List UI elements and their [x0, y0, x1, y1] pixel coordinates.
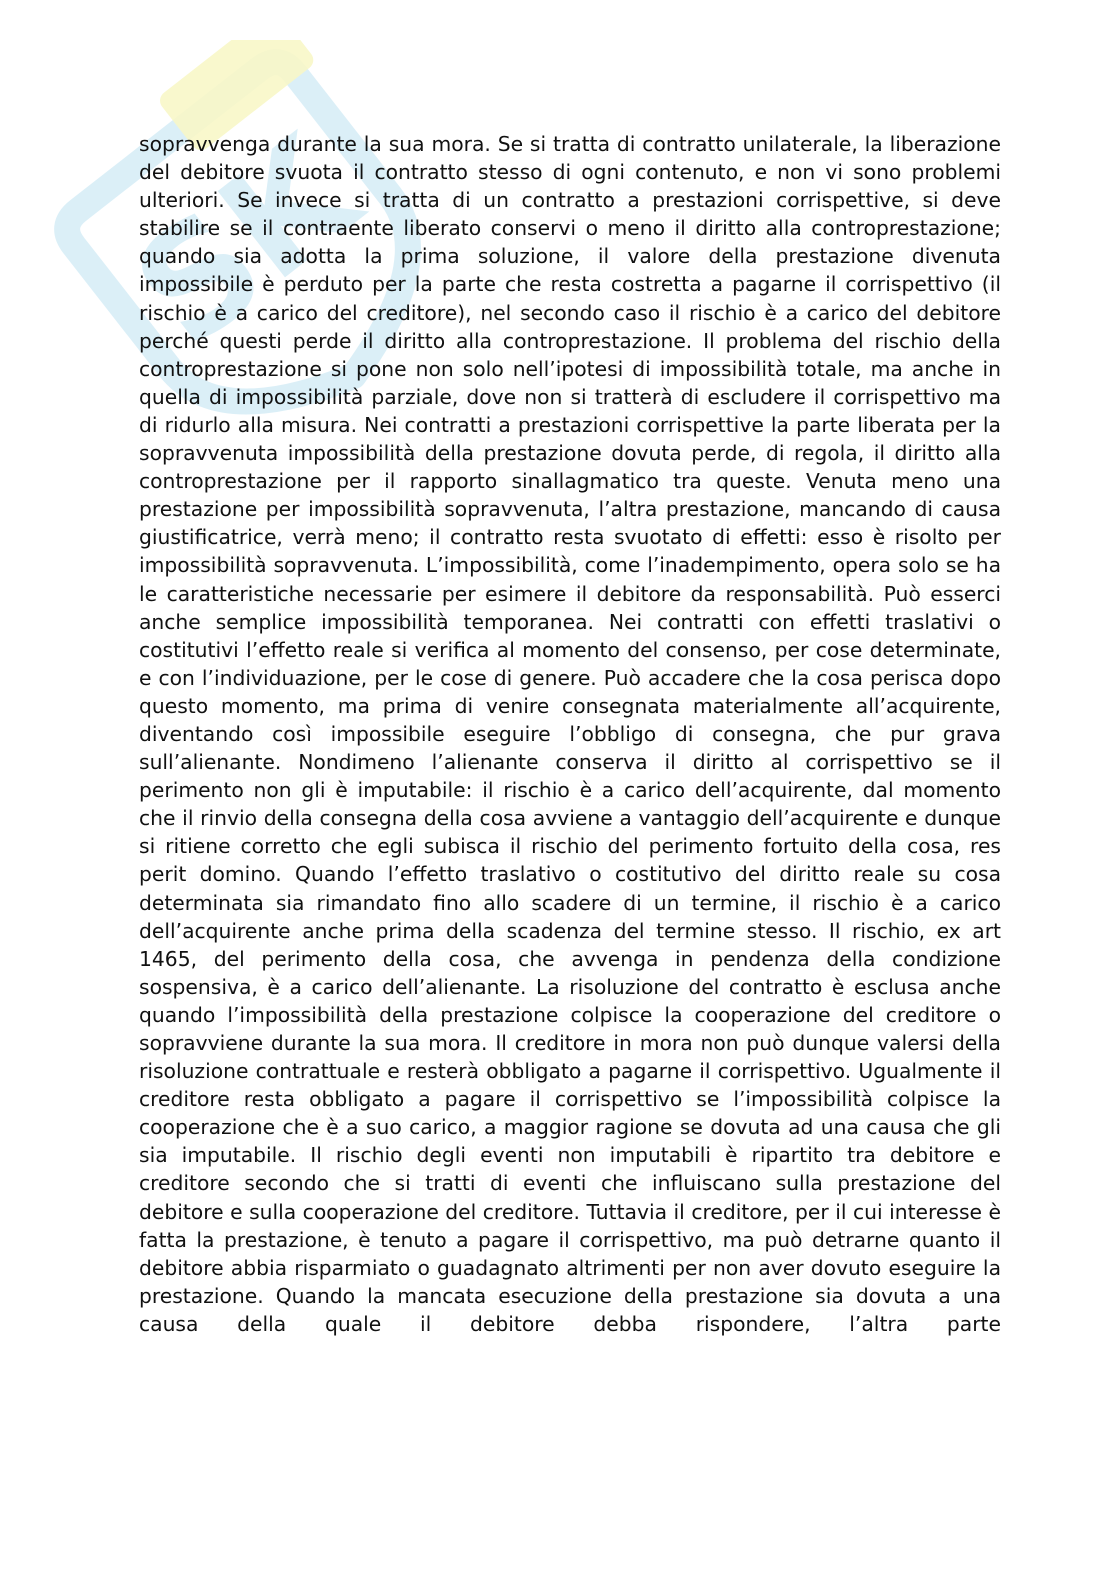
- body-paragraph: sopravvenga durante la sua mora. Se si tratta di contratto unilaterale, la liberazione del debitore svuota il contratto stesso di ogni contenuto, e non vi sono problemi ulteriori. Se invece si tratta di un contratto a prestazioni corrispettive, si deve stabilire se il contraente liberato conservi o meno il diritto alla controprestazione; quando sia adotta la prima soluzione, il valore della prestazione divenuta impossibile è perduto per la parte che resta costretta a pagarne il corrispettivo (il rischio è a carico del creditore), nel secondo caso il rischio è a carico del debitore perché questi perde il diritto alla controprestazione. Il problema del rischio della controprestazione si pone non solo nell’ipotesi di impossibilità totale, ma anche in quella di impossibilità parziale, dove non si tratterà di escludere il corrispettivo ma di ridurlo alla misura. Nei contratti a prestazioni corrispettive la parte liberata per la sopravvenuta impossibilità della prestazione dovuta perde, di regola, il diritto alla controprestazione per il rapporto sinallagmatico tra queste. Venuta meno una prestazione per impossibilità sopravvenuta, l’altra prestazione, mancando di causa giustificatrice, verrà meno; il contratto resta svuotato di effetti: esso è risolto per impossibilità sopravvenuta. L’impossibilità, come l’inadempimento, opera solo se ha le caratteristiche necessarie per esimere il debitore da responsabilità. Può esserci anche semplice impossibilità temporanea. Nei contratti con effetti traslativi o costitutivi l’effetto reale si verifica al momento del consenso, per cose determinate, e con l’individuazione, per le cose di genere. Può accadere che la cosa perisca dopo questo momento, ma prima di venire consegnata materialmente all’acquirente, diventando così impossibile eseguire l’obbligo di consegna, che pur grava sull’alienante. Nondimeno l’alienante conserva il diritto al corrispettivo se il perimento non gli è imputabile: il rischio è a carico dell’acquirente, dal momento che il rinvio della consegna della cosa avviene a vantaggio dell’acquirente e dunque si ritiene corretto che egli subisca il rischio del perimento fortuito della cosa, res perit domino. Quando l’effetto traslativo o costitutivo del diritto reale su cosa determinata sia rimandato fino allo scadere di un termine, il rischio è a carico dell’acquirente anche prima della scadenza del termine stesso. Il rischio, ex art 1465, del perimento della cosa, che avvenga in pendenza della condizione sospensiva, è a carico dell’alienante. La risoluzione del contratto è esclusa anche quando l’impossibilità della prestazione colpisce la cooperazione del creditore o sopravviene durante la sua mora. Il creditore in mora non può dunque valersi della risoluzione contrattuale e resterà obbligato a pagarne il corrispettivo. Ugualmente il creditore resta obbligato a pagare il corrispettivo se l’impossibilità colpisce la cooperazione che è a suo carico, a maggior ragione se dovuta ad una causa che gli sia imputabile. Il rischio degli eventi non imputabili è ripartito tra debitore e creditore secondo che si tratti di eventi che influiscano sulla prestazione del debitore e sulla cooperazione del creditore. Tuttavia il creditore, per il cui interesse è fatta la prestazione, è tenuto a pagare il corrispettivo, ma può detrarne quanto il debitore abbia risparmiato o guadagnato altrimenti per non aver dovuto eseguire la prestazione. Quando la mancata esecuzione della prestazione sia dovuta a una causa della quale il debitore debba rispondere, l’altra parte: [139, 132, 1001, 1336]
- svg-text:SK: SK: [104, 105, 388, 381]
